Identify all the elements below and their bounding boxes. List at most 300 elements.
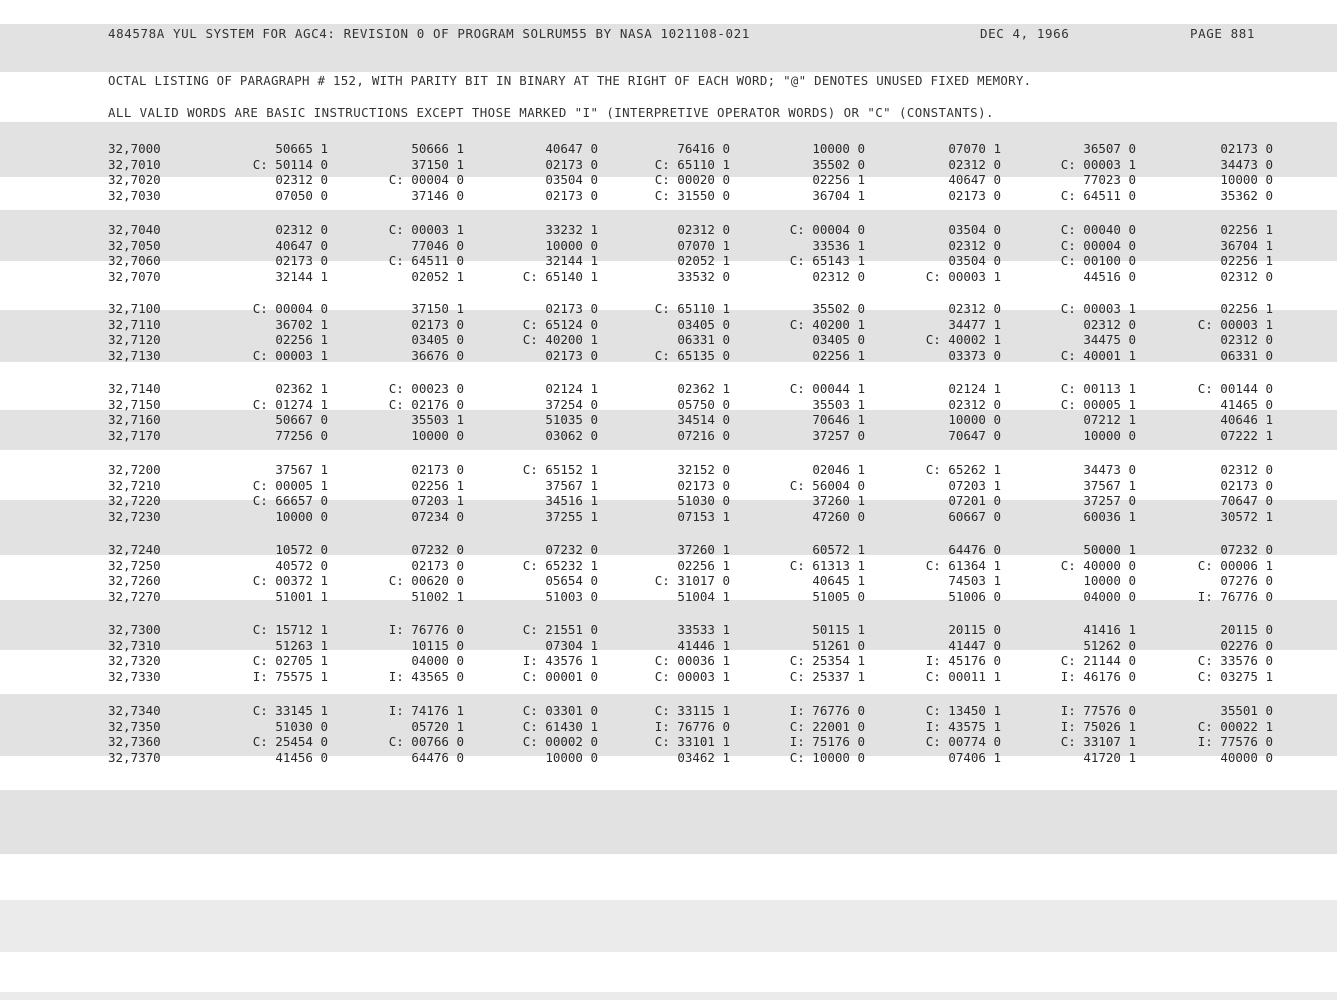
octal-word: 04000 0 — [411, 653, 464, 668]
octal-word: C: 00144 0 — [1197, 381, 1273, 396]
octal-word: 70647 0 — [1220, 493, 1273, 508]
octal-word: C: 02705 1 — [252, 653, 328, 668]
octal-word: C: 03275 1 — [1197, 668, 1273, 684]
octal-word: C: 25337 1 — [789, 668, 865, 684]
octal-word: 02124 1 — [948, 381, 1001, 396]
octal-word: 35362 0 — [1220, 187, 1273, 203]
octal-word: 51262 0 — [1083, 637, 1136, 653]
octal-word: 36704 1 — [812, 187, 865, 203]
octal-word: 07203 1 — [411, 493, 464, 508]
octal-word: C: 00003 1 — [388, 222, 464, 237]
octal-word: 07201 0 — [948, 493, 1001, 508]
octal-word: 47260 0 — [812, 508, 865, 524]
octal-word: 04000 0 — [1083, 588, 1136, 604]
octal-word: C: 56004 0 — [789, 477, 865, 493]
octal-word: 07232 0 — [1220, 542, 1273, 557]
octal-word: 40572 0 — [275, 557, 328, 573]
octal-word: 07070 1 — [948, 141, 1001, 156]
octal-word: 32152 0 — [677, 462, 730, 477]
octal-word: C: 66657 0 — [252, 493, 328, 508]
octal-word: 60572 1 — [812, 542, 865, 557]
octal-word: C: 61364 1 — [925, 557, 1001, 573]
listing-row — [108, 253, 1308, 269]
octal-word: 44516 0 — [1083, 268, 1136, 284]
octal-word: 70647 0 — [948, 427, 1001, 443]
octal-word: C: 00003 1 — [1060, 301, 1136, 316]
listing-row — [108, 638, 1308, 654]
memory-address: 32,7000 — [108, 141, 161, 156]
octal-word: 50667 0 — [275, 412, 328, 427]
octal-word: 02312 0 — [948, 301, 1001, 316]
octal-word: C: 00036 1 — [654, 653, 730, 668]
octal-word: C: 65232 1 — [522, 557, 598, 573]
octal-word: C: 64511 0 — [1060, 187, 1136, 203]
octal-word: C: 00006 1 — [1197, 557, 1273, 573]
octal-word: 02173 0 — [545, 156, 598, 172]
octal-word: 41465 0 — [1220, 396, 1273, 412]
octal-word: C: 61313 1 — [789, 557, 865, 573]
octal-word: C: 00022 1 — [1197, 718, 1273, 734]
octal-word: 02312 0 — [948, 396, 1001, 412]
octal-word: 37150 1 — [411, 301, 464, 316]
octal-word: C: 61430 1 — [522, 718, 598, 734]
octal-word: C: 03301 0 — [522, 703, 598, 718]
octal-word: 10000 0 — [545, 749, 598, 765]
octal-word: 02173 0 — [545, 301, 598, 316]
octal-word: C: 65124 0 — [522, 316, 598, 332]
octal-word: 02312 0 — [948, 237, 1001, 253]
octal-word: 10000 0 — [275, 508, 328, 524]
octal-word: 41446 1 — [677, 637, 730, 653]
octal-word: I: 76776 0 — [1197, 588, 1273, 604]
octal-word: C: 00005 1 — [1060, 396, 1136, 412]
octal-word: C: 50114 0 — [252, 156, 328, 172]
memory-address: 32,7260 — [108, 573, 161, 588]
octal-word: 10000 0 — [411, 427, 464, 443]
memory-address: 32,7070 — [108, 268, 161, 284]
octal-word: 77046 0 — [411, 237, 464, 253]
octal-word: 02173 0 — [545, 347, 598, 363]
octal-word: C: 65152 1 — [522, 462, 598, 477]
octal-word: 40645 1 — [812, 573, 865, 588]
octal-word: I: 75176 0 — [789, 734, 865, 749]
octal-word: 02276 0 — [1220, 637, 1273, 653]
octal-word: C: 00020 0 — [654, 172, 730, 187]
memory-address: 32,7240 — [108, 542, 161, 557]
octal-word: 35503 1 — [812, 396, 865, 412]
listing-row — [108, 172, 1308, 188]
octal-word: I: 77576 0 — [1060, 703, 1136, 718]
octal-word: C: 00002 0 — [522, 734, 598, 749]
octal-word: C: 65140 1 — [522, 268, 598, 284]
octal-word: 10572 0 — [275, 542, 328, 557]
octal-word: 10000 0 — [545, 237, 598, 253]
octal-word: C: 00003 1 — [654, 668, 730, 684]
memory-address: 32,7120 — [108, 332, 161, 347]
octal-word: 40647 0 — [275, 237, 328, 253]
octal-word: 41416 1 — [1083, 622, 1136, 637]
octal-word: 37150 1 — [411, 156, 464, 172]
octal-word: C: 00003 1 — [1060, 156, 1136, 172]
memory-address: 32,7330 — [108, 668, 161, 684]
octal-word: C: 40000 0 — [1060, 557, 1136, 573]
octal-word: 06331 0 — [1220, 347, 1273, 363]
octal-word: 07232 0 — [545, 542, 598, 557]
listing-row — [108, 428, 1308, 444]
octal-word: 41456 0 — [275, 749, 328, 765]
octal-word: 10000 0 — [1220, 172, 1273, 187]
octal-word: 51001 1 — [275, 588, 328, 604]
octal-word: 02312 0 — [677, 222, 730, 237]
octal-word: 33532 0 — [677, 268, 730, 284]
octal-word: C: 65110 1 — [654, 156, 730, 172]
octal-word: 51004 1 — [677, 588, 730, 604]
memory-address: 32,7170 — [108, 427, 161, 443]
octal-word: C: 21144 0 — [1060, 653, 1136, 668]
page-number: PAGE 881 — [1190, 26, 1256, 41]
octal-word: 50115 1 — [812, 622, 865, 637]
octal-word: 07216 0 — [677, 427, 730, 443]
octal-word: 34473 0 — [1220, 156, 1273, 172]
octal-word: C: 40001 1 — [1060, 347, 1136, 363]
octal-word: 34516 1 — [545, 493, 598, 508]
octal-word: 36704 1 — [1220, 237, 1273, 253]
octal-word: C: 40200 1 — [789, 316, 865, 332]
memory-address: 32,7360 — [108, 734, 161, 749]
octal-word: C: 33115 1 — [654, 703, 730, 718]
octal-word: 07212 1 — [1083, 412, 1136, 427]
octal-word: 03062 0 — [545, 427, 598, 443]
octal-word: C: 33145 1 — [252, 703, 328, 718]
memory-address: 32,7270 — [108, 588, 161, 604]
memory-address: 32,7040 — [108, 222, 161, 237]
octal-word: 07050 0 — [275, 187, 328, 203]
octal-word: 02173 0 — [275, 253, 328, 268]
paper-band — [0, 992, 1337, 1000]
octal-word: 50666 1 — [411, 141, 464, 156]
octal-word: I: 75026 1 — [1060, 718, 1136, 734]
listing-row — [108, 188, 1308, 204]
octal-word: 51030 0 — [275, 718, 328, 734]
octal-word: 06331 0 — [677, 332, 730, 347]
octal-word: 32144 1 — [545, 253, 598, 268]
octal-word: 64476 0 — [411, 749, 464, 765]
memory-address: 32,7320 — [108, 653, 161, 668]
octal-word: C: 00766 0 — [388, 734, 464, 749]
octal-word: I: 76776 0 — [388, 622, 464, 637]
memory-address: 32,7140 — [108, 381, 161, 396]
listing-row — [108, 493, 1308, 509]
octal-word: 77256 0 — [275, 427, 328, 443]
octal-word: 02256 1 — [677, 557, 730, 573]
octal-word: 02256 1 — [275, 332, 328, 347]
octal-word: C: 33107 1 — [1060, 734, 1136, 749]
memory-address: 32,7110 — [108, 316, 161, 332]
memory-address: 32,7370 — [108, 749, 161, 765]
octal-word: 02312 0 — [1220, 462, 1273, 477]
octal-word: C: 65110 1 — [654, 301, 730, 316]
octal-word: C: 00620 0 — [388, 573, 464, 588]
octal-word: 03462 1 — [677, 749, 730, 765]
octal-word: 07203 1 — [948, 477, 1001, 493]
octal-word: 35501 0 — [1220, 703, 1273, 718]
octal-word: 02256 1 — [411, 477, 464, 493]
octal-word: C: 00113 1 — [1060, 381, 1136, 396]
memory-address: 32,7010 — [108, 156, 161, 172]
memory-address: 32,7130 — [108, 347, 161, 363]
octal-word: 51003 0 — [545, 588, 598, 604]
memory-address: 32,7020 — [108, 172, 161, 187]
octal-word: C: 00011 1 — [925, 668, 1001, 684]
octal-word: 51030 0 — [677, 493, 730, 508]
octal-word: 37260 1 — [812, 493, 865, 508]
octal-word: 35502 0 — [812, 156, 865, 172]
octal-word: 03373 0 — [948, 347, 1001, 363]
octal-word: C: 64511 0 — [388, 253, 464, 268]
octal-word: 76416 0 — [677, 141, 730, 156]
listing-row — [108, 348, 1308, 364]
listing-row — [108, 397, 1308, 413]
octal-word: C: 00003 1 — [925, 268, 1001, 284]
listing-row — [108, 589, 1308, 605]
octal-word: C: 40200 1 — [522, 332, 598, 347]
octal-word: C: 21551 0 — [522, 622, 598, 637]
octal-word: 35503 1 — [411, 412, 464, 427]
octal-word: 02312 0 — [1220, 268, 1273, 284]
octal-word: 10115 0 — [411, 637, 464, 653]
octal-word: C: 00004 0 — [789, 222, 865, 237]
listing-row — [108, 669, 1308, 685]
octal-word: 33533 1 — [677, 622, 730, 637]
octal-word: 07234 0 — [411, 508, 464, 524]
octal-word: 37567 1 — [545, 477, 598, 493]
listing-row — [108, 542, 1308, 558]
octal-word: I: 76776 0 — [654, 718, 730, 734]
octal-word: 03405 0 — [812, 332, 865, 347]
octal-word: I: 45176 0 — [925, 653, 1001, 668]
octal-word: C: 65262 1 — [925, 462, 1001, 477]
octal-word: C: 00003 1 — [252, 347, 328, 363]
listing-row — [108, 269, 1308, 285]
octal-word: 50000 1 — [1083, 542, 1136, 557]
octal-word: 10000 0 — [812, 141, 865, 156]
octal-word: 60667 0 — [948, 508, 1001, 524]
octal-word: C: 22001 0 — [789, 718, 865, 734]
octal-word: 02256 1 — [812, 172, 865, 187]
octal-word: 02173 0 — [545, 187, 598, 203]
octal-word: C: 33576 0 — [1197, 653, 1273, 668]
listing-row — [108, 573, 1308, 589]
octal-word: 40647 0 — [545, 141, 598, 156]
octal-word: 51263 1 — [275, 637, 328, 653]
description-line-2: ALL VALID WORDS ARE BASIC INSTRUCTIONS EXCEPT THOSE MARKED "I" (INTERPRETIVE OPERATOR WORDS) OR "C" (CONSTANTS). — [108, 105, 994, 120]
octal-word: 02173 0 — [1220, 141, 1273, 156]
octal-word: 74503 1 — [948, 573, 1001, 588]
memory-address: 32,7050 — [108, 237, 161, 253]
octal-word: 05654 0 — [545, 573, 598, 588]
octal-word: 07276 0 — [1220, 573, 1273, 588]
octal-word: I: 76776 0 — [789, 703, 865, 718]
octal-word: 34475 0 — [1083, 332, 1136, 347]
octal-word: 02173 0 — [411, 316, 464, 332]
octal-word: 03504 0 — [948, 222, 1001, 237]
octal-word: 40646 1 — [1220, 412, 1273, 427]
octal-word: C: 00004 0 — [1060, 237, 1136, 253]
octal-word: 10000 0 — [1083, 427, 1136, 443]
octal-word: 40000 0 — [1220, 749, 1273, 765]
octal-word: 34514 0 — [677, 412, 730, 427]
octal-word: C: 00003 1 — [1197, 316, 1273, 332]
octal-word: 02173 0 — [677, 477, 730, 493]
octal-word: 02256 1 — [812, 347, 865, 363]
octal-word: I: 74176 1 — [388, 703, 464, 718]
octal-word: 33536 1 — [812, 237, 865, 253]
octal-word: C: 00040 0 — [1060, 222, 1136, 237]
octal-word: 41720 1 — [1083, 749, 1136, 765]
listing-row — [108, 332, 1308, 348]
listing-row — [108, 222, 1308, 238]
octal-word: 03405 0 — [677, 316, 730, 332]
octal-word: 51035 0 — [545, 412, 598, 427]
octal-word: 37257 0 — [1083, 493, 1136, 508]
octal-word: 64476 0 — [948, 542, 1001, 557]
octal-word: 02312 0 — [948, 156, 1001, 172]
octal-word: 02052 1 — [677, 253, 730, 268]
listing-row — [108, 412, 1308, 428]
octal-word: 02312 0 — [812, 268, 865, 284]
octal-word: 02173 0 — [948, 187, 1001, 203]
memory-address: 32,7030 — [108, 187, 161, 203]
octal-word: 37567 1 — [1083, 477, 1136, 493]
memory-address: 32,7350 — [108, 718, 161, 734]
octal-word: 33232 1 — [545, 222, 598, 237]
memory-address: 32,7200 — [108, 462, 161, 477]
description-line-1: OCTAL LISTING OF PARAGRAPH # 152, WITH PARITY BIT IN BINARY AT THE RIGHT OF EACH WORD; "@" DENOTES UNUSED FIXED MEMORY. — [108, 73, 1032, 88]
memory-address: 32,7340 — [108, 703, 161, 718]
octal-word: I: 43565 0 — [388, 668, 464, 684]
octal-word: C: 25454 0 — [252, 734, 328, 749]
octal-word: C: 00005 1 — [252, 477, 328, 493]
octal-word: 07153 1 — [677, 508, 730, 524]
octal-word: C: 00001 0 — [522, 668, 598, 684]
listing-row — [108, 157, 1308, 173]
octal-word: C: 01274 1 — [252, 396, 328, 412]
octal-word: 02173 0 — [1220, 477, 1273, 493]
listing-row — [108, 301, 1308, 317]
octal-word: C: 00372 1 — [252, 573, 328, 588]
octal-word: 51006 0 — [948, 588, 1001, 604]
octal-word: C: 00023 0 — [388, 381, 464, 396]
octal-word: C: 00774 0 — [925, 734, 1001, 749]
octal-word: C: 00044 1 — [789, 381, 865, 396]
octal-word: 02052 1 — [411, 268, 464, 284]
memory-address: 32,7300 — [108, 622, 161, 637]
octal-word: 35502 0 — [812, 301, 865, 316]
octal-word: 03504 0 — [545, 172, 598, 187]
octal-word: I: 43576 1 — [522, 653, 598, 668]
octal-word: C: 00004 0 — [388, 172, 464, 187]
octal-word: 07222 1 — [1220, 427, 1273, 443]
octal-word: 70646 1 — [812, 412, 865, 427]
octal-word: 50665 1 — [275, 141, 328, 156]
octal-word: 07070 1 — [677, 237, 730, 253]
octal-word: 37257 0 — [812, 427, 865, 443]
octal-word: C: 00100 0 — [1060, 253, 1136, 268]
listing-title: 484578A YUL SYSTEM FOR AGC4: REVISION 0 OF PROGRAM SOLRUM55 BY NASA 1021108-021 — [108, 26, 750, 41]
octal-word: 37255 1 — [545, 508, 598, 524]
octal-word: 37254 0 — [545, 396, 598, 412]
listing-row — [108, 653, 1308, 669]
octal-word: 34477 1 — [948, 316, 1001, 332]
memory-address: 32,7250 — [108, 557, 161, 573]
octal-word: 02312 0 — [275, 172, 328, 187]
octal-word: 36702 1 — [275, 316, 328, 332]
octal-word: I: 46176 0 — [1060, 668, 1136, 684]
octal-word: 36676 0 — [411, 347, 464, 363]
memory-address: 32,7220 — [108, 493, 161, 508]
octal-word: 02312 0 — [1083, 316, 1136, 332]
memory-address: 32,7160 — [108, 412, 161, 427]
octal-word: 07304 1 — [545, 637, 598, 653]
octal-word: 32144 1 — [275, 268, 328, 284]
octal-word: C: 65143 1 — [789, 253, 865, 268]
listing-row — [108, 734, 1308, 750]
octal-word: C: 65135 0 — [654, 347, 730, 363]
octal-word: C: 02176 0 — [388, 396, 464, 412]
memory-address: 32,7230 — [108, 508, 161, 524]
octal-word: 02046 1 — [812, 462, 865, 477]
octal-word: 02256 1 — [1220, 301, 1273, 316]
octal-word: C: 33101 1 — [654, 734, 730, 749]
octal-word: 05750 0 — [677, 396, 730, 412]
octal-word: 41447 0 — [948, 637, 1001, 653]
octal-word: C: 13450 1 — [925, 703, 1001, 718]
octal-word: 40647 0 — [948, 172, 1001, 187]
octal-word: 37260 1 — [677, 542, 730, 557]
octal-word: 03504 0 — [948, 253, 1001, 268]
octal-word: 02312 0 — [1220, 332, 1273, 347]
octal-word: 30572 1 — [1220, 508, 1273, 524]
octal-word: 02362 1 — [677, 381, 730, 396]
listing-row — [108, 703, 1308, 719]
paper-band — [0, 790, 1337, 854]
octal-word: 20115 0 — [1220, 622, 1273, 637]
octal-word: 10000 0 — [1083, 573, 1136, 588]
octal-word: I: 77576 0 — [1197, 734, 1273, 749]
octal-word: 02256 1 — [1220, 222, 1273, 237]
listing-row — [108, 462, 1308, 478]
octal-word: 02256 1 — [1220, 253, 1273, 268]
listing-row — [108, 381, 1308, 397]
listing-row — [108, 238, 1308, 254]
memory-address: 32,7210 — [108, 477, 161, 493]
octal-word: 07406 1 — [948, 749, 1001, 765]
octal-word: 51002 1 — [411, 588, 464, 604]
octal-word: 02173 0 — [411, 557, 464, 573]
octal-word: C: 15712 1 — [252, 622, 328, 637]
octal-word: 37146 0 — [411, 187, 464, 203]
listing-row — [108, 478, 1308, 494]
octal-word: 77023 0 — [1083, 172, 1136, 187]
paper-band — [0, 900, 1337, 952]
octal-word: 51005 0 — [812, 588, 865, 604]
octal-word: 02124 1 — [545, 381, 598, 396]
memory-address: 32,7100 — [108, 301, 161, 316]
octal-word: 02173 0 — [411, 462, 464, 477]
octal-word: 02312 0 — [275, 222, 328, 237]
octal-word: C: 10000 0 — [789, 749, 865, 765]
octal-word: 60036 1 — [1083, 508, 1136, 524]
